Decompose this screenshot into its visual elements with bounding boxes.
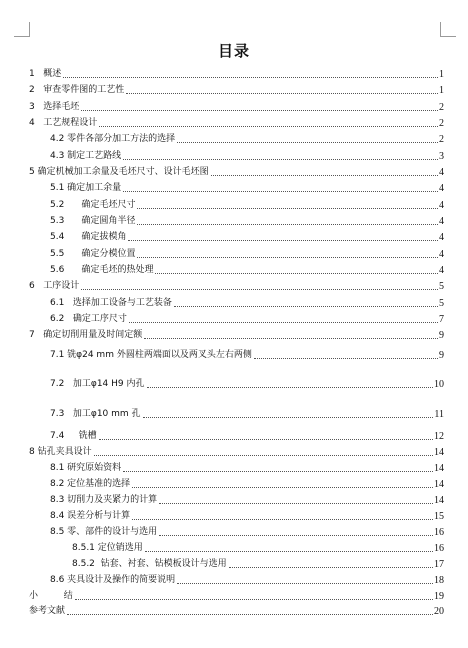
toc-entry[interactable] [50, 131, 444, 145]
toc-entry[interactable] [29, 444, 444, 458]
dot-leader [145, 551, 433, 552]
toc-entry[interactable] [50, 572, 444, 586]
dot-leader [137, 224, 438, 225]
toc-entry-text: 6 工序设计 [29, 281, 80, 291]
toc-entry[interactable] [29, 66, 444, 80]
toc-entry-text: 2 审查零件图的工艺性 [29, 85, 125, 95]
dot-leader [144, 338, 438, 339]
toc-entry[interactable] [50, 508, 444, 522]
toc-page-number: 1 [439, 85, 444, 96]
dot-leader [137, 257, 438, 258]
toc-entry[interactable] [50, 370, 444, 390]
toc-page-number: 15 [434, 511, 444, 522]
toc-entry-text: 5 确定机械加工余量及毛坯尺寸、设计毛坯图 [29, 167, 209, 177]
dot-leader [126, 93, 438, 94]
dot-leader [123, 471, 433, 472]
toc-page-number: 16 [434, 543, 444, 554]
toc-entry-text: 8.2 定位基准的选择 [50, 479, 131, 489]
toc-entry[interactable] [50, 400, 444, 420]
dot-leader [177, 142, 438, 143]
toc-page-number: 5 [439, 298, 444, 309]
toc-entry-text: 1 概述 [29, 69, 62, 79]
toc-entry[interactable] [50, 460, 444, 474]
dot-leader [94, 455, 433, 456]
toc-entry-text: 8.5 零、部件的设计与选用 [50, 527, 158, 537]
dot-leader [123, 159, 438, 160]
dot-leader [63, 77, 438, 78]
dot-leader [174, 306, 438, 307]
toc-entry-text: 8.3 切削力及夹紧力的计算 [50, 495, 158, 505]
toc-page-number: 11 [434, 409, 444, 420]
toc-entry-text: 5.1 确定加工余量 [50, 183, 122, 193]
toc-entry-text: 3 选择毛坯 [29, 102, 80, 112]
toc-entry[interactable] [50, 341, 444, 361]
toc-entry-text: 5.3 确定圆角半径 [50, 216, 136, 226]
toc-entry[interactable] [29, 327, 444, 341]
toc-entry[interactable] [50, 262, 444, 276]
toc-entry[interactable] [29, 603, 444, 617]
toc-entry[interactable] [50, 476, 444, 490]
toc-page-number: 14 [434, 463, 444, 474]
toc-entry[interactable] [50, 311, 444, 325]
toc-entry-text: 7.2 加工φ14 H9 内孔 [50, 379, 145, 389]
toc-entry-text: 8.5.2 钻套、衬套、钻模板设计与选用 [72, 559, 227, 569]
dot-leader [128, 240, 438, 241]
toc-entry[interactable] [72, 556, 444, 570]
toc-entry-text: 6.1 选择加工设备与工艺装备 [50, 298, 172, 308]
dot-leader [177, 583, 433, 584]
toc-page-number: 14 [434, 447, 444, 458]
toc-entry[interactable] [50, 492, 444, 506]
dot-leader [137, 208, 438, 209]
dot-leader [81, 289, 438, 290]
dot-leader [129, 322, 438, 323]
toc-entry-text: 8 钻孔夹具设计 [29, 447, 92, 457]
toc-entry[interactable] [50, 213, 444, 227]
toc-page-number: 7 [439, 314, 444, 325]
toc-entry[interactable] [50, 295, 444, 309]
toc-page-number: 20 [434, 606, 444, 617]
toc-entry-text: 8.1 研究原始资料 [50, 463, 122, 473]
dot-leader [211, 175, 438, 176]
toc-entry-text: 7.1 铣φ24 mm 外圆柱两端面以及两叉头左右两侧 [50, 350, 252, 360]
toc-entry[interactable] [50, 428, 444, 442]
toc-entry-text: 7.4 铣槽 [50, 431, 97, 441]
toc-page-number: 14 [434, 495, 444, 506]
toc-entry[interactable] [72, 540, 444, 554]
toc-page-number: 4 [439, 200, 444, 211]
dot-leader [132, 519, 433, 520]
dot-leader [99, 439, 433, 440]
toc-page-number: 4 [439, 216, 444, 227]
toc-entry-text: 7.3 加工φ10 mm 孔 [50, 409, 141, 419]
toc-page-number: 4 [439, 183, 444, 194]
dot-leader [143, 417, 434, 418]
toc-entry[interactable] [29, 99, 444, 113]
toc-page-number: 14 [434, 479, 444, 490]
toc-entry[interactable] [29, 588, 444, 602]
toc-entry-text: 5.6 确定毛坯的热处理 [50, 265, 154, 275]
toc-entry-text: 参考文献 [29, 606, 66, 616]
toc-entry-text: 8.4 误差分析与计算 [50, 511, 131, 521]
toc-entry[interactable] [50, 197, 444, 211]
toc-entry[interactable] [29, 115, 444, 129]
toc-page-number: 19 [434, 591, 444, 602]
toc-entry[interactable] [50, 524, 444, 538]
toc-entry[interactable] [50, 148, 444, 162]
dot-leader [155, 273, 438, 274]
toc-entry-text: 小 结 [29, 591, 73, 601]
toc-entry[interactable] [29, 82, 444, 96]
toc-page-number: 3 [439, 151, 444, 162]
toc-page-number: 10 [434, 379, 444, 390]
dot-leader [99, 126, 438, 127]
toc-entry-text: 4 工艺规程设计 [29, 118, 98, 128]
toc-page-number: 2 [439, 102, 444, 113]
dot-leader [254, 358, 438, 359]
toc-title: 目录 [217, 42, 250, 60]
dot-leader [159, 503, 433, 504]
toc-entry-text: 5.2 确定毛坯尺寸 [50, 200, 136, 210]
toc-page-number: 2 [439, 118, 444, 129]
toc-page-number: 9 [439, 350, 444, 361]
dot-leader [132, 487, 433, 488]
toc-page-number: 4 [439, 167, 444, 178]
toc-entry-text: 7 确定切削用量及时间定额 [29, 330, 143, 340]
toc-entry-text: 5.4 确定拔模角 [50, 232, 127, 242]
dot-leader [123, 191, 438, 192]
toc-page-number: 9 [439, 330, 444, 341]
toc-entry[interactable] [50, 180, 444, 194]
toc-page-number: 2 [439, 134, 444, 145]
dot-leader [75, 599, 433, 600]
toc-page-number: 16 [434, 527, 444, 538]
toc-entry[interactable] [29, 164, 444, 178]
toc-entry-text: 4.3 制定工艺路线 [50, 151, 122, 161]
toc-entry-text: 4.2 零件各部分加工方法的选择 [50, 134, 176, 144]
toc-entry-text: 6.2 确定工序尺寸 [50, 314, 127, 324]
toc-entry[interactable] [50, 229, 444, 243]
dot-leader [147, 387, 433, 388]
dot-leader [159, 535, 433, 536]
toc-page-number: 12 [434, 431, 444, 442]
toc-entry-text: 5.5 确定分模位置 [50, 249, 136, 259]
toc-page-number: 1 [439, 69, 444, 80]
toc-page-number: 18 [434, 575, 444, 586]
dot-leader [229, 567, 433, 568]
toc-page-number: 4 [439, 232, 444, 243]
dot-leader [81, 110, 438, 111]
toc-entry[interactable] [50, 246, 444, 260]
toc-entry-text: 8.5.1 定位销选用 [72, 543, 143, 553]
toc-page-number: 17 [434, 559, 444, 570]
toc-page-number: 4 [439, 249, 444, 260]
toc-entry-text: 8.6 夹具设计及操作的简要说明 [50, 575, 176, 585]
dot-leader [67, 614, 433, 615]
toc-page-number: 4 [439, 265, 444, 276]
toc-page-number: 5 [439, 281, 444, 292]
toc-entry[interactable] [29, 278, 444, 292]
